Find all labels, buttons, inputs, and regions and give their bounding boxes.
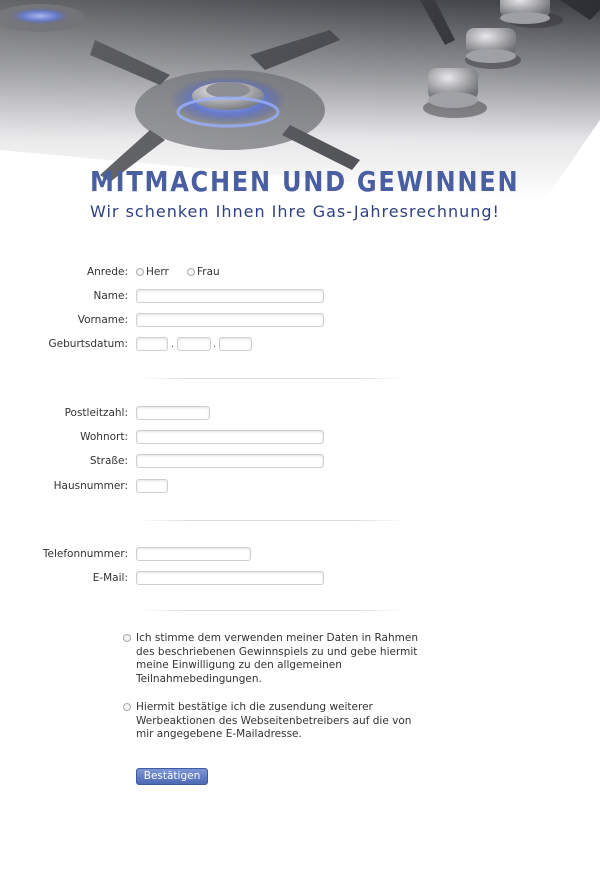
date-separator: . [213, 339, 217, 350]
consent-marketing-text: Hiermit bestätige ich die zusendung weiterer Werbeaktionen des Webseitenbetreibers auf die von mir angegebene E-Mailadresse. [136, 701, 412, 740]
wohnort-input[interactable] [136, 430, 324, 444]
telefon-label: Telefonnummer: [42, 548, 128, 560]
telefon-input[interactable] [136, 547, 251, 561]
strasse-label: Straße: [89, 455, 128, 467]
birth-month-input[interactable] [177, 337, 211, 351]
vorname-label: Vorname: [77, 314, 128, 326]
radio-frau[interactable] [187, 268, 195, 276]
subline: Wir schenken Ihnen Ihre Gas-Jahresrechnung! [90, 202, 500, 221]
divider [136, 520, 408, 521]
consent-terms-checkbox[interactable] [123, 634, 131, 642]
date-separator: . [171, 339, 175, 350]
strasse-input[interactable] [136, 454, 324, 468]
name-label: Name: [93, 290, 128, 302]
headline: MITMACHEN UND GEWINNEN [90, 165, 520, 198]
consent-terms-text: Ich stimme dem verwenden meiner Daten in Rahmen des beschriebenen Gewinnspiels zu und gebe hiermit meine Einwilligung zu den allgemeinen Teilnahmebedingungen. [136, 632, 418, 685]
divider [136, 378, 408, 379]
radio-herr[interactable] [136, 268, 144, 276]
name-input[interactable] [136, 289, 324, 303]
hausnummer-label: Hausnummer: [53, 480, 128, 492]
radio-frau-label: Frau [197, 266, 220, 278]
vorname-input[interactable] [136, 313, 324, 327]
birth-day-input[interactable] [136, 337, 168, 351]
radio-herr-label: Herr [146, 266, 169, 278]
hausnummer-input[interactable] [136, 479, 168, 493]
consent-marketing-checkbox[interactable] [123, 703, 131, 711]
plz-input[interactable] [136, 406, 210, 420]
wohnort-label: Wohnort: [80, 431, 128, 443]
geburtsdatum-label: Geburtsdatum: [48, 338, 128, 350]
submit-button[interactable]: Bestätigen [136, 768, 208, 785]
email-label: E-Mail: [92, 572, 128, 584]
plz-label: Postleitzahl: [64, 407, 128, 419]
anrede-label: Anrede: [86, 266, 128, 278]
birth-year-input[interactable] [219, 337, 252, 351]
divider [136, 610, 408, 611]
email-input[interactable] [136, 571, 324, 585]
